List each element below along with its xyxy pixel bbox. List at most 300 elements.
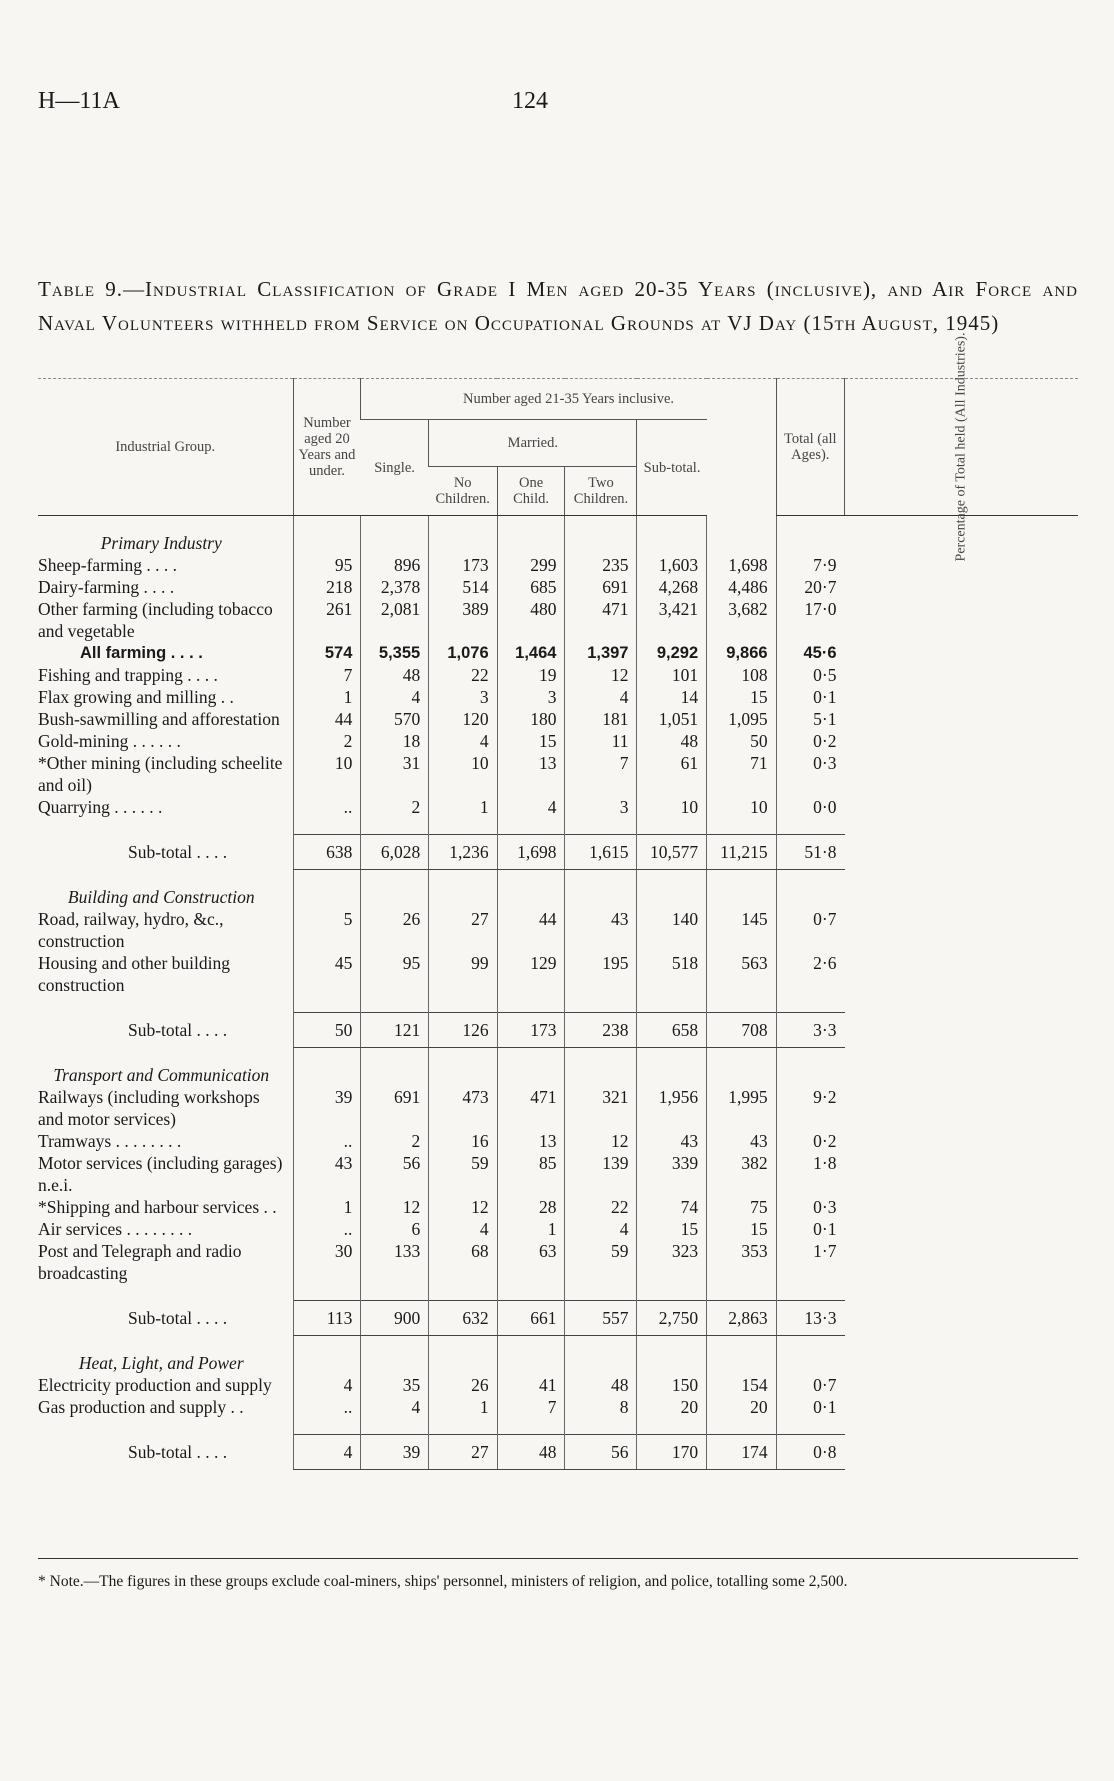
value-cell: 0·1 [776,686,844,708]
value-cell: 4 [565,686,637,708]
empty-cell [429,1284,497,1301]
value-cell: 471 [565,598,637,642]
value-cell: 28 [497,1196,565,1218]
empty-cell [637,996,707,1013]
value-cell: 5 [293,908,361,952]
table-row [38,908,1078,952]
value-cell: 15 [707,1218,776,1240]
value-cell: 75 [707,1196,776,1218]
value-cell: 13 [497,752,565,796]
value-cell: 563 [707,952,776,996]
col-one-child: One Child. [497,467,565,516]
row-label: *Shipping and harbour services . . [38,1197,277,1217]
empty-cell [293,516,361,555]
row-label: Sheep-farming . . . . [38,555,177,575]
table-row [38,664,1078,686]
table-row [38,642,1078,664]
value-cell: 0·7 [776,908,844,952]
value-cell: 323 [637,1240,707,1284]
empty-cell [776,818,844,835]
value-cell: 4 [497,796,565,818]
subtotal-value: 632 [429,1301,497,1336]
value-cell: 3,682 [707,598,776,642]
value-cell: 1,076 [429,642,497,664]
empty-cell [707,1418,776,1435]
value-cell: 4 [361,1396,429,1418]
table-row [38,730,1078,752]
value-cell: 9·2 [776,1086,844,1130]
value-cell: 2 [293,730,361,752]
value-cell: 261 [293,598,361,642]
value-cell: 12 [565,1130,637,1152]
value-cell: 1,397 [565,642,637,664]
value-cell: 59 [565,1240,637,1284]
value-cell: 10 [429,752,497,796]
col-percentage [845,332,1079,562]
subtotal-value: 174 [707,1435,776,1470]
empty-cell [776,1418,844,1435]
subtotal-value: 708 [707,1013,776,1048]
table-row [38,1240,1078,1284]
footnote: * Note.—The figures in these groups exclude coal-miners, ships' personnel, ministers of religion, and police, totalling some 2,500. [38,1558,1078,1591]
value-cell: 1,095 [707,708,776,730]
empty-cell [361,1418,429,1435]
table-row [38,1396,1078,1418]
value-cell: 0·1 [776,1396,844,1418]
value-cell: 150 [637,1374,707,1396]
empty-cell [293,818,361,835]
empty-cell [565,1284,637,1301]
empty-cell [38,996,293,1013]
empty-cell [429,516,497,555]
empty-cell [776,870,844,909]
empty-cell [429,1048,497,1087]
empty-cell [565,870,637,909]
empty-cell [707,996,776,1013]
empty-cell [293,1418,361,1435]
empty-cell [776,516,844,555]
value-cell: 43 [637,1130,707,1152]
value-cell: 0·5 [776,664,844,686]
empty-cell [293,1048,361,1087]
table-row [38,576,1078,598]
value-cell: 48 [565,1374,637,1396]
empty-cell [565,516,637,555]
value-cell: 59 [429,1152,497,1196]
row-label: Gas production and supply . . [38,1397,244,1417]
document-reference: H—11A [38,88,120,114]
empty-cell [361,818,429,835]
table-body [38,516,1078,1470]
empty-cell [565,1418,637,1435]
subtotal-row [38,1435,1078,1470]
page-number: 124 [512,88,548,114]
value-cell: 3 [429,686,497,708]
value-cell: 353 [707,1240,776,1284]
row-label: Gold-mining . . . . . . [38,731,181,751]
value-cell: 1 [429,1396,497,1418]
row-label: Post and Telegraph and radio broadcasting [38,1241,242,1283]
empty-cell [707,1048,776,1087]
value-cell: 95 [361,952,429,996]
value-cell: 1·7 [776,1240,844,1284]
spacer-row [38,818,1078,835]
value-cell: 181 [565,708,637,730]
value-cell: 3,421 [637,598,707,642]
value-cell: 471 [497,1086,565,1130]
row-label: Road, railway, hydro, &c., construction [38,909,224,951]
row-label: Quarrying . . . . . . [38,797,163,817]
row-label: *Other mining (including scheelite and oil) [38,753,283,795]
value-cell: 74 [637,1196,707,1218]
value-cell: 20 [637,1396,707,1418]
value-cell: 18 [361,730,429,752]
value-cell: 20·7 [776,576,844,598]
table-row [38,952,1078,996]
value-cell: 15 [707,686,776,708]
row-label: Railways (including workshops and motor services) [38,1087,260,1129]
table-row [38,686,1078,708]
row-label: Housing and other building construction [38,953,230,995]
value-cell: 7 [293,664,361,686]
value-cell: 68 [429,1240,497,1284]
subtotal-value: 56 [565,1435,637,1470]
value-cell: 10 [293,752,361,796]
value-cell: 45 [293,952,361,996]
empty-cell [637,516,707,555]
value-cell: 43 [565,908,637,952]
subtotal-value: 2,863 [707,1301,776,1336]
empty-cell [497,516,565,555]
subtotal-value: 900 [361,1301,429,1336]
table-row [38,1130,1078,1152]
empty-cell [565,818,637,835]
value-cell: 1 [429,796,497,818]
subtotal-value: 0·8 [776,1435,844,1470]
value-cell: 19 [497,664,565,686]
table-row [38,1152,1078,1196]
value-cell: 3 [565,796,637,818]
subtotal-value: 658 [637,1013,707,1048]
table-row [38,598,1078,642]
value-cell: 1,956 [637,1086,707,1130]
empty-cell [497,870,565,909]
row-label: Flax growing and milling . . [38,687,234,707]
subtotal-value: 113 [293,1301,361,1336]
empty-cell [497,1336,565,1375]
value-cell: 4 [429,730,497,752]
value-cell: 1,051 [637,708,707,730]
empty-cell [429,1336,497,1375]
value-cell: 50 [707,730,776,752]
value-cell: 9,866 [707,642,776,664]
value-cell: 12 [361,1196,429,1218]
empty-cell [429,996,497,1013]
empty-cell [38,818,293,835]
col-industrial-group: Industrial Group. [38,379,293,516]
subtotal-value: 27 [429,1435,497,1470]
subtotal-value: 3·3 [776,1013,844,1048]
empty-cell [497,1048,565,1087]
empty-cell [707,870,776,909]
value-cell: 4 [565,1218,637,1240]
subtotal-value: 170 [637,1435,707,1470]
empty-cell [429,870,497,909]
subtotal-label: Sub-total . . . . [128,1441,228,1462]
value-cell: 1,603 [637,554,707,576]
section-heading-row [38,870,1078,909]
subtotal-value: 557 [565,1301,637,1336]
col-under-20: Number aged 20 Years and under. [293,379,361,516]
table-row [38,554,1078,576]
value-cell: 7 [565,752,637,796]
row-label: Air services . . . . . . . . [38,1219,193,1239]
value-cell: 299 [497,554,565,576]
table-row [38,1218,1078,1240]
value-cell: 685 [497,576,565,598]
value-cell: 133 [361,1240,429,1284]
value-cell: 12 [565,664,637,686]
subtotal-value: 10,577 [637,835,707,870]
industrial-classification-table [38,332,1078,1470]
row-label: Motor services (including garages) n.e.i. [38,1153,283,1195]
row-label: Electricity production and supply [38,1375,272,1395]
subtotal-label: Sub-total . . . . [128,841,228,862]
row-label: Other farming (including tobacco and vegetable [38,599,273,641]
col-two-children: Two Children. [565,467,637,516]
empty-cell [637,870,707,909]
value-cell: 4,486 [707,576,776,598]
value-cell: 382 [707,1152,776,1196]
value-cell: 85 [497,1152,565,1196]
value-cell: 61 [637,752,707,796]
empty-cell [707,1284,776,1301]
empty-cell [707,516,776,555]
value-cell: 11 [565,730,637,752]
col-aged-21-35: Number aged 21-35 Years inclusive. [361,379,776,420]
value-cell: 195 [565,952,637,996]
row-label: Dairy-farming . . . . [38,577,175,597]
value-cell: 15 [497,730,565,752]
subtotal-value: 1,615 [565,835,637,870]
value-cell: 1,698 [707,554,776,576]
value-cell: 570 [361,708,429,730]
value-cell: 48 [637,730,707,752]
subtotal-label: Sub-total . . . . [128,1019,228,1040]
subtotal-value: 238 [565,1013,637,1048]
value-cell: 30 [293,1240,361,1284]
value-cell: 473 [429,1086,497,1130]
spacer-row [38,1284,1078,1301]
empty-cell [361,996,429,1013]
empty-cell [637,1284,707,1301]
value-cell: 4 [429,1218,497,1240]
col-percentage-label: Percentage of Total held (All Industries). [953,332,969,562]
empty-cell [361,870,429,909]
value-cell: 0·0 [776,796,844,818]
subtotal-value: 50 [293,1013,361,1048]
value-cell: .. [293,796,361,818]
subtotal-value: 13·3 [776,1301,844,1336]
section-heading-row [38,1048,1078,1087]
value-cell: 17·0 [776,598,844,642]
value-cell: 56 [361,1152,429,1196]
empty-cell [776,1284,844,1301]
subtotal-value: 4 [293,1435,361,1470]
value-cell: 514 [429,576,497,598]
empty-cell [293,870,361,909]
empty-cell [429,1418,497,1435]
col-total: Total (all Ages). [776,379,844,516]
value-cell: 4,268 [637,576,707,598]
empty-cell [565,996,637,1013]
value-cell: 95 [293,554,361,576]
value-cell: 4 [293,1374,361,1396]
subtotal-row [38,1301,1078,1336]
value-cell: 6 [361,1218,429,1240]
value-cell: 2,378 [361,576,429,598]
value-cell: .. [293,1130,361,1152]
value-cell: 1,995 [707,1086,776,1130]
value-cell: 691 [361,1086,429,1130]
section-heading-row [38,1336,1078,1375]
value-cell: .. [293,1218,361,1240]
value-cell: 518 [637,952,707,996]
value-cell: 48 [361,664,429,686]
subtotal-row [38,1013,1078,1048]
value-cell: 129 [497,952,565,996]
value-cell: 71 [707,752,776,796]
value-cell: 108 [707,664,776,686]
empty-cell [637,1418,707,1435]
section-heading: Heat, Light, and Power [78,1353,244,1373]
empty-cell [497,1418,565,1435]
empty-cell [38,1284,293,1301]
value-cell: 31 [361,752,429,796]
value-cell: 43 [293,1152,361,1196]
empty-cell [776,996,844,1013]
value-cell: 1,464 [497,642,565,664]
value-cell: 45·6 [776,642,844,664]
col-married: Married. [429,420,637,467]
value-cell: 321 [565,1086,637,1130]
value-cell: 2 [361,796,429,818]
value-cell: 101 [637,664,707,686]
value-cell: 0·2 [776,1130,844,1152]
empty-cell [565,1048,637,1087]
value-cell: 139 [565,1152,637,1196]
value-cell: 27 [429,908,497,952]
value-cell: 2,081 [361,598,429,642]
empty-cell [293,996,361,1013]
value-cell: 235 [565,554,637,576]
value-cell: 0·3 [776,752,844,796]
value-cell: 3 [497,686,565,708]
value-cell: 574 [293,642,361,664]
value-cell: 5·1 [776,708,844,730]
subtotal-value: 661 [497,1301,565,1336]
subtotal-value: 6,028 [361,835,429,870]
value-cell: 1 [497,1218,565,1240]
empty-cell [293,1284,361,1301]
value-cell: 1 [293,686,361,708]
table-row [38,1196,1078,1218]
value-cell: 691 [565,576,637,598]
row-label: Bush-sawmilling and afforestation [38,709,280,729]
value-cell: 14 [637,686,707,708]
empty-cell [361,516,429,555]
value-cell: 120 [429,708,497,730]
col-single: Single. [361,420,429,516]
subtotal-value: 126 [429,1013,497,1048]
value-cell: 1 [293,1196,361,1218]
table-title: Table 9.—Industrial Classification of Grade I Men aged 20-35 Years (inclusive), and Air Force and Naval Volunteers withheld from Service on Occupational Grounds at VJ Day (15th August, 1945) [38,277,1078,335]
value-cell: 44 [293,708,361,730]
value-cell: 1·8 [776,1152,844,1196]
empty-cell [637,1048,707,1087]
subtotal-value: 1,698 [497,835,565,870]
subtotal-label: Sub-total . . . . [128,1307,228,1328]
subtotal-value: 2,750 [637,1301,707,1336]
value-cell: 5,355 [361,642,429,664]
value-cell: 12 [429,1196,497,1218]
value-cell: 63 [497,1240,565,1284]
col-subtotal: Sub-total. [637,420,707,516]
subtotal-value: 51·8 [776,835,844,870]
row-label: Fishing and trapping . . . . [38,665,218,685]
value-cell: 0·3 [776,1196,844,1218]
table-row [38,1086,1078,1130]
table-row [38,708,1078,730]
section-heading: Transport and Communication [53,1065,270,1085]
value-cell: 2 [361,1130,429,1152]
section-heading-row [38,516,1078,555]
empty-cell [429,818,497,835]
col-no-children: No Children. [429,467,497,516]
value-cell: 8 [565,1396,637,1418]
spacer-row [38,996,1078,1013]
value-cell: 140 [637,908,707,952]
subtotal-row [38,835,1078,870]
row-label: Tramways . . . . . . . . [38,1131,182,1151]
value-cell: 154 [707,1374,776,1396]
value-cell: 26 [429,1374,497,1396]
empty-cell [497,996,565,1013]
value-cell: 35 [361,1374,429,1396]
value-cell: 180 [497,708,565,730]
empty-cell [637,818,707,835]
value-cell: 22 [565,1196,637,1218]
section-heading: Building and Construction [67,887,255,907]
subtotal-value: 11,215 [707,835,776,870]
value-cell: 7·9 [776,554,844,576]
value-cell: 22 [429,664,497,686]
subtotal-value: 121 [361,1013,429,1048]
value-cell: 896 [361,554,429,576]
section-heading: Primary Industry [100,533,222,553]
value-cell: 2·6 [776,952,844,996]
value-cell: 4 [361,686,429,708]
value-cell: 39 [293,1086,361,1130]
subtotal-value: 173 [497,1013,565,1048]
subtotal-value: 39 [361,1435,429,1470]
empty-cell [565,1336,637,1375]
value-cell: 7 [497,1396,565,1418]
value-cell: 16 [429,1130,497,1152]
value-cell: 10 [707,796,776,818]
value-cell: .. [293,1396,361,1418]
value-cell: 0·2 [776,730,844,752]
